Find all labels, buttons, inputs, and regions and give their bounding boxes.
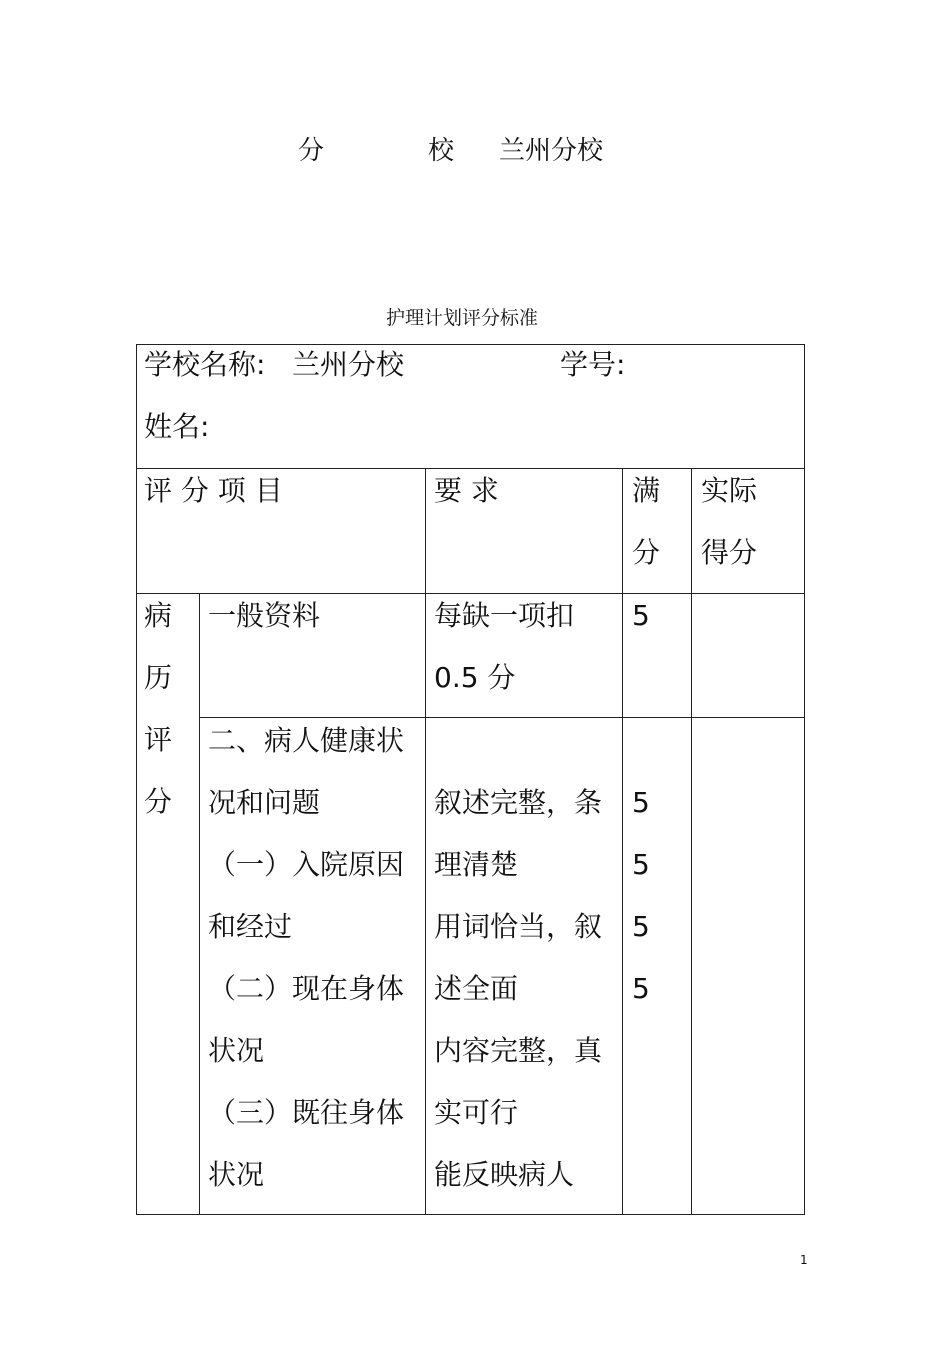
name-label: 姓名:	[144, 410, 210, 443]
row1-score: 5	[632, 599, 650, 632]
row2-item: 二、病人健康状 况和问题 （一）入院原因 和经过 （二）现在身体 状况 （三）既往身体 状况	[208, 724, 405, 1191]
row1-item: 一般资料	[208, 599, 321, 632]
header-label-fen: 分	[298, 136, 325, 166]
header-school: 兰州分校	[499, 136, 604, 166]
row1-requirement: 每缺一项扣 0.5 分	[434, 599, 575, 694]
row2-requirement: 叙述完整，条 理清楚 用词恰当，叙 述全面 内容完整，真 实可行 能反映病人	[434, 786, 603, 1191]
header-requirement: 要 求	[434, 474, 499, 507]
header-actual-score: 实际 得分	[701, 474, 758, 569]
student-number-label: 学号:	[560, 348, 626, 381]
document-title: 护理计划评分标准	[386, 307, 539, 329]
header-label-xiao: 校	[428, 136, 455, 166]
header-full-score: 满 分	[632, 474, 661, 569]
row2-scores: 5 5 5 5	[632, 786, 650, 1005]
page-number: 1	[800, 1253, 808, 1267]
header-item: 评 分 项 目	[144, 474, 283, 507]
school-name-label: 学校名称:	[144, 348, 266, 381]
category-medical-record-score: 病 历 评 分	[144, 599, 173, 818]
school-name-value: 兰州分校	[292, 348, 405, 381]
